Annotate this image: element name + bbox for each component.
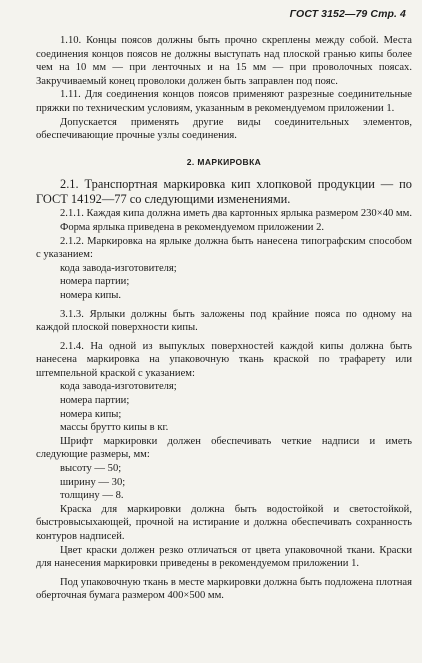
paragraph: Цвет краски должен резко отличаться от цвета упаковочной ткани. Краски для нанесения маркировки приведены в рекомендуемом приложении 1. bbox=[36, 544, 412, 570]
list-item: ширину — 30; bbox=[60, 476, 126, 488]
paragraph: 2.1.1. Каждая кипа должна иметь два картонных ярлыка размером 230×40 мм. bbox=[60, 208, 412, 220]
paragraph: 3.1.3. Ярлыки должны быть заложены под крайние пояса по одному на каждой плоской поверхности кипы. bbox=[36, 308, 412, 334]
paragraph: 2.1.4. На одной из выпуклых поверхностей каждой кипы должна быть нанесена маркировка на упаковочную ткань краской по трафарету или штемпельной краской с указанием: bbox=[36, 340, 412, 379]
paragraph: Под упаковочную ткань в месте маркировки должна быть подложена плотная оберточная бумага размером 400×500 мм. bbox=[36, 576, 412, 602]
paragraph: Допускается применять другие виды соединительных элементов, обеспечивающие прочные узлы соединения. bbox=[36, 116, 412, 142]
list-item: высоту — 50; bbox=[60, 463, 122, 475]
list-item: кода завода-изготовителя; bbox=[60, 262, 177, 274]
document-body bbox=[36, 34, 412, 603]
paragraph: 2.1. Транспортная маркировка кип хлопковой продукции — по ГОСТ 14192—77 со следующими изменениями. bbox=[36, 177, 412, 207]
paragraph: 1.10. Концы поясов должны быть прочно скреплены между собой. Места соединения концов поясов не должны выступать над плоской гранью кипы более чем на 10 мм — при ленточных и на 15 мм — при проволочных поясах. Закручиваемый конец проволоки должен быть заправлен под пояс. bbox=[36, 35, 412, 87]
list-item: номера партии; bbox=[60, 395, 130, 407]
list-item: номера партии; bbox=[60, 276, 130, 288]
paragraph: Форма ярлыка приведена в рекомендуемом приложении 2. bbox=[60, 221, 325, 233]
paragraph: Краска для маркировки должна быть водостойкой и светостойкой, быстровысыхающей, прочной на истирание и должна обеспечивать сохранность контуров надписей. bbox=[36, 503, 412, 542]
list-item: массы брутто кипы в кг. bbox=[60, 422, 169, 434]
list-item: кода завода-изготовителя; bbox=[60, 381, 177, 393]
section-title: 2. МАРКИРОВКА bbox=[186, 156, 262, 167]
list-item: номера кипы. bbox=[60, 289, 122, 301]
paragraph: 2.1.2. Маркировка на ярлыке должна быть нанесена типографским способом с указанием: bbox=[36, 235, 412, 261]
paragraph: Шрифт маркировки должен обеспечивать четкие надписи и иметь следующие размеры, мм: bbox=[36, 435, 412, 461]
paragraph: 1.11. Для соединения концов поясов применяют разрезные соединительные пряжки по техническим условиям, указанным в рекомендуемом приложении 1. bbox=[36, 89, 412, 114]
list-item: толщину — 8. bbox=[60, 490, 124, 502]
list-item: номера кипы; bbox=[60, 408, 122, 420]
page-header: ГОСТ 3152—79 Стр. 4 bbox=[289, 8, 406, 20]
